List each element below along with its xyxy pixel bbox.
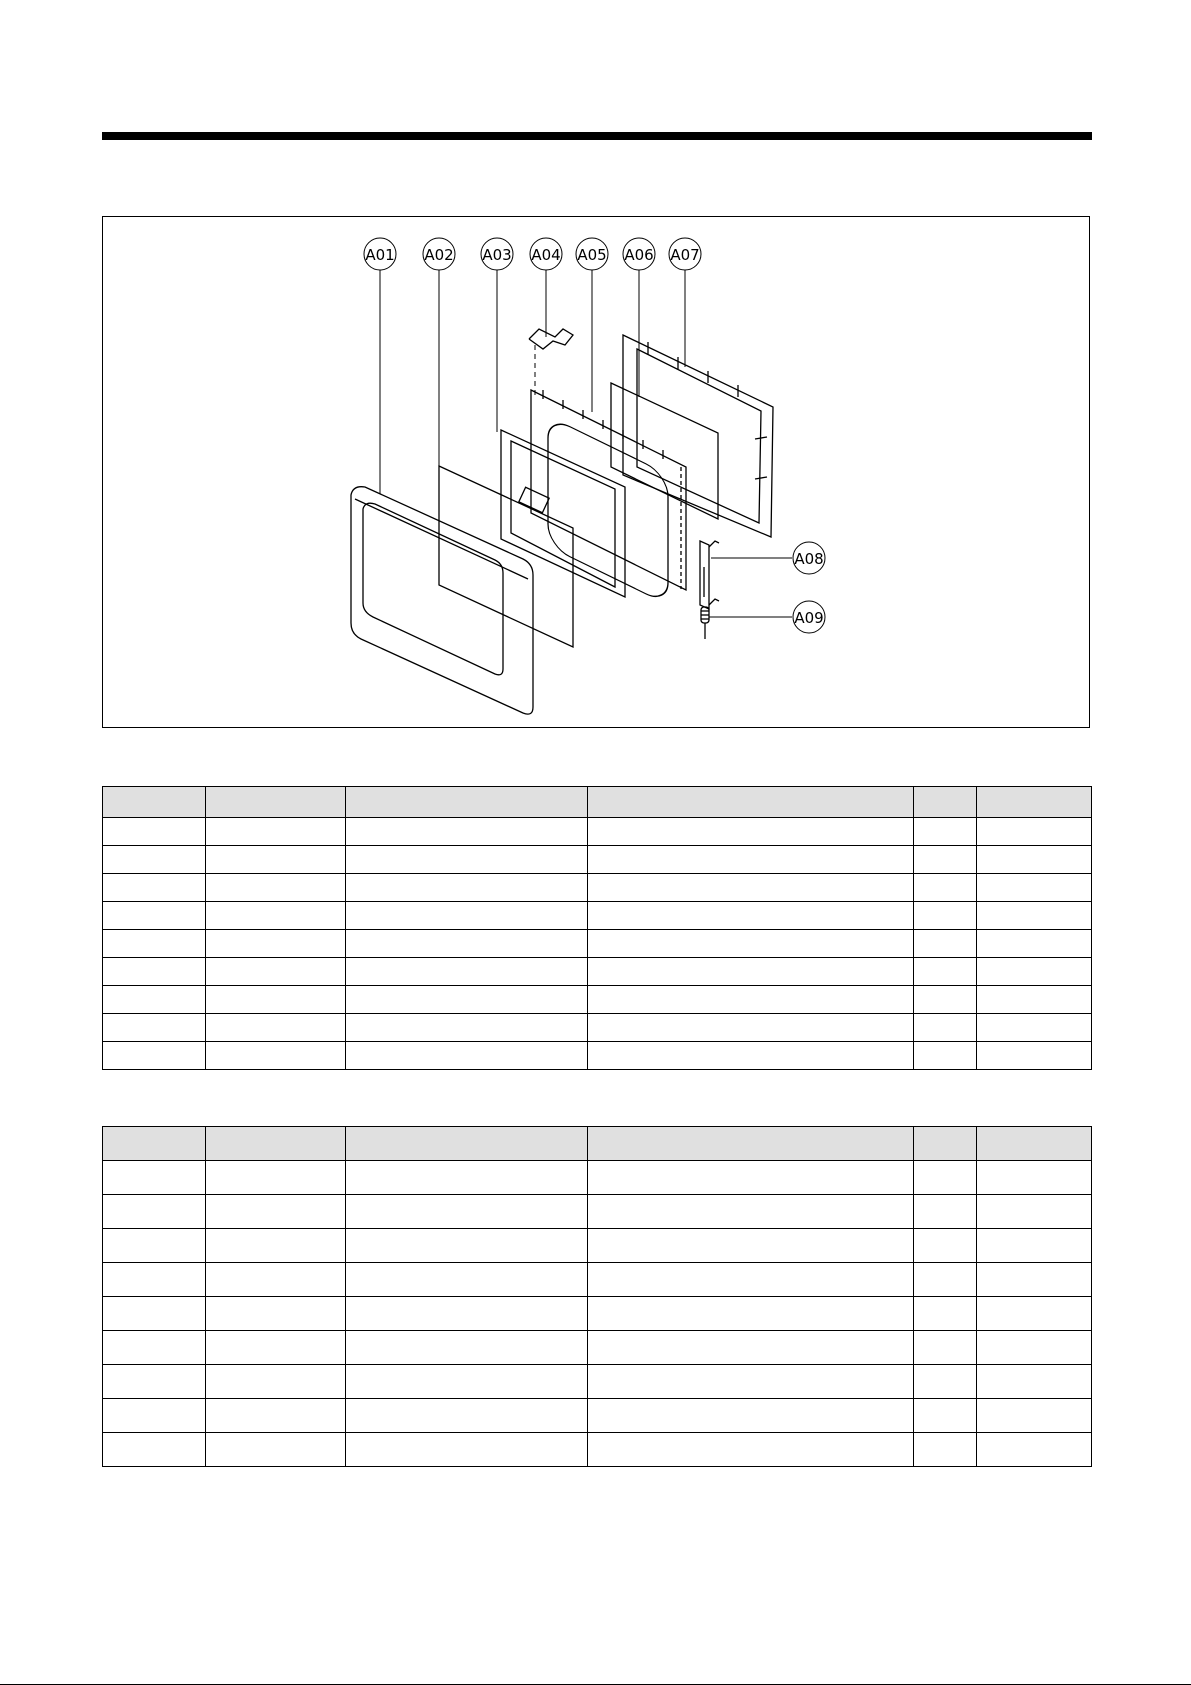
part-a07-frame bbox=[623, 335, 773, 537]
table-cell bbox=[914, 846, 977, 874]
table-cell bbox=[346, 846, 588, 874]
table-cell bbox=[346, 1042, 588, 1070]
table-cell bbox=[206, 1399, 346, 1433]
table-cell bbox=[346, 1263, 588, 1297]
part-a03-frame bbox=[501, 430, 625, 597]
callout-a01: A01 bbox=[365, 246, 395, 264]
table-cell bbox=[588, 1263, 914, 1297]
table-cell bbox=[588, 902, 914, 930]
table-cell bbox=[346, 1229, 588, 1263]
table-cell bbox=[977, 1195, 1092, 1229]
door-assembly-drawing bbox=[103, 217, 1091, 729]
table-cell bbox=[103, 1297, 206, 1331]
table-cell bbox=[206, 930, 346, 958]
table-row bbox=[103, 1331, 1092, 1365]
table-cell bbox=[914, 1014, 977, 1042]
table-cell bbox=[103, 1433, 206, 1467]
table-cell bbox=[103, 930, 206, 958]
table-cell bbox=[206, 1433, 346, 1467]
table-cell bbox=[914, 1399, 977, 1433]
part-a06-sheet bbox=[611, 383, 718, 519]
header-cell bbox=[588, 787, 914, 818]
table-cell bbox=[588, 986, 914, 1014]
table-row bbox=[103, 930, 1092, 958]
table-cell bbox=[206, 986, 346, 1014]
table-cell bbox=[103, 1042, 206, 1070]
table-cell bbox=[588, 1297, 914, 1331]
table-cell bbox=[346, 1297, 588, 1331]
table-body bbox=[103, 1161, 1092, 1467]
table-header-row bbox=[103, 1127, 1092, 1161]
table-cell bbox=[588, 846, 914, 874]
table-row bbox=[103, 1229, 1092, 1263]
table-cell bbox=[588, 874, 914, 902]
part-a02-glass bbox=[439, 466, 573, 647]
table-cell bbox=[103, 1331, 206, 1365]
table-cell bbox=[346, 902, 588, 930]
table-cell bbox=[206, 1195, 346, 1229]
table-cell bbox=[206, 902, 346, 930]
header-cell bbox=[346, 1127, 588, 1161]
table-cell bbox=[588, 818, 914, 846]
table-cell bbox=[346, 930, 588, 958]
table-cell bbox=[588, 1365, 914, 1399]
table-cell bbox=[206, 1014, 346, 1042]
table-cell bbox=[206, 846, 346, 874]
table-cell bbox=[206, 1161, 346, 1195]
table-cell bbox=[346, 1195, 588, 1229]
table-cell bbox=[103, 902, 206, 930]
table-cell bbox=[977, 1263, 1092, 1297]
table-cell bbox=[588, 1433, 914, 1467]
table-cell bbox=[588, 1331, 914, 1365]
table-row bbox=[103, 1161, 1092, 1195]
table-cell bbox=[103, 1161, 206, 1195]
table-cell bbox=[103, 958, 206, 986]
table-cell bbox=[914, 1331, 977, 1365]
table-cell bbox=[206, 1229, 346, 1263]
table-row bbox=[103, 958, 1092, 986]
callout-a09: A09 bbox=[794, 609, 824, 627]
table-row bbox=[103, 986, 1092, 1014]
table-cell bbox=[206, 818, 346, 846]
table-cell bbox=[346, 818, 588, 846]
table-row bbox=[103, 818, 1092, 846]
table-cell bbox=[103, 818, 206, 846]
table-row bbox=[103, 846, 1092, 874]
header-cell bbox=[103, 787, 206, 818]
table-cell bbox=[103, 1365, 206, 1399]
table-cell bbox=[588, 1014, 914, 1042]
table-row bbox=[103, 1399, 1092, 1433]
table-cell bbox=[346, 1365, 588, 1399]
parts-table-2 bbox=[102, 1126, 1092, 1467]
table-cell bbox=[914, 1195, 977, 1229]
table-cell bbox=[977, 958, 1092, 986]
part-a09-spring bbox=[701, 607, 709, 639]
table-cell bbox=[103, 846, 206, 874]
table-cell bbox=[914, 818, 977, 846]
table-cell bbox=[206, 958, 346, 986]
table-cell bbox=[346, 1161, 588, 1195]
table-cell bbox=[103, 1263, 206, 1297]
header-cell bbox=[977, 1127, 1092, 1161]
table-cell bbox=[914, 1229, 977, 1263]
callout-a06: A06 bbox=[624, 246, 654, 264]
table-cell bbox=[977, 846, 1092, 874]
table-cell bbox=[914, 958, 977, 986]
table-header-row bbox=[103, 787, 1092, 818]
table-cell bbox=[103, 874, 206, 902]
table-cell bbox=[206, 1263, 346, 1297]
table-body bbox=[103, 818, 1092, 1070]
table-cell bbox=[346, 958, 588, 986]
header-cell bbox=[588, 1127, 914, 1161]
table-cell bbox=[977, 1014, 1092, 1042]
table-cell bbox=[977, 1161, 1092, 1195]
table-cell bbox=[103, 1399, 206, 1433]
header-rule bbox=[102, 132, 1092, 140]
callout-a04: A04 bbox=[531, 246, 561, 264]
part-a01-door-frame bbox=[351, 487, 533, 714]
table-cell bbox=[977, 930, 1092, 958]
table-cell bbox=[977, 1365, 1092, 1399]
table-row bbox=[103, 1195, 1092, 1229]
table-cell bbox=[346, 874, 588, 902]
table-row bbox=[103, 874, 1092, 902]
table-cell bbox=[914, 1263, 977, 1297]
table-cell bbox=[977, 1399, 1092, 1433]
callout-a03: A03 bbox=[482, 246, 512, 264]
table-cell bbox=[914, 874, 977, 902]
table-cell bbox=[977, 986, 1092, 1014]
table-row bbox=[103, 1365, 1092, 1399]
table-cell bbox=[914, 986, 977, 1014]
part-a08-latch bbox=[700, 541, 719, 609]
table-cell bbox=[103, 1229, 206, 1263]
callout-bubbles bbox=[364, 238, 825, 633]
table-row bbox=[103, 1014, 1092, 1042]
table-cell bbox=[977, 874, 1092, 902]
table-cell bbox=[346, 1331, 588, 1365]
table-cell bbox=[588, 930, 914, 958]
table-row bbox=[103, 1042, 1092, 1070]
table-cell bbox=[103, 1014, 206, 1042]
parts-table-1 bbox=[102, 786, 1092, 1070]
table-cell bbox=[103, 986, 206, 1014]
table-cell bbox=[206, 874, 346, 902]
table-cell bbox=[914, 930, 977, 958]
table-cell bbox=[914, 1297, 977, 1331]
table-cell bbox=[588, 1229, 914, 1263]
table-cell bbox=[346, 1399, 588, 1433]
callout-a08: A08 bbox=[794, 550, 824, 568]
header-cell bbox=[206, 787, 346, 818]
table-row bbox=[103, 902, 1092, 930]
table-cell bbox=[914, 1433, 977, 1467]
callout-a05: A05 bbox=[577, 246, 607, 264]
table-cell bbox=[914, 902, 977, 930]
table-cell bbox=[588, 958, 914, 986]
table-cell bbox=[977, 902, 1092, 930]
table-cell bbox=[977, 1331, 1092, 1365]
table-cell bbox=[588, 1195, 914, 1229]
table-row bbox=[103, 1297, 1092, 1331]
table-row bbox=[103, 1433, 1092, 1467]
table-cell bbox=[588, 1042, 914, 1070]
table-cell bbox=[206, 1042, 346, 1070]
table-cell bbox=[346, 1433, 588, 1467]
table-cell bbox=[977, 1229, 1092, 1263]
callout-a02: A02 bbox=[424, 246, 454, 264]
table-cell bbox=[977, 1042, 1092, 1070]
header-cell bbox=[914, 1127, 977, 1161]
part-a05-panel bbox=[531, 390, 686, 605]
table-cell bbox=[206, 1365, 346, 1399]
table-cell bbox=[206, 1297, 346, 1331]
exploded-view-diagram bbox=[102, 216, 1090, 728]
table-cell bbox=[914, 1042, 977, 1070]
table-cell bbox=[977, 818, 1092, 846]
header-cell bbox=[103, 1127, 206, 1161]
table-cell bbox=[588, 1399, 914, 1433]
table-cell bbox=[977, 1297, 1092, 1331]
part-a04-bracket bbox=[529, 329, 573, 349]
header-cell bbox=[914, 787, 977, 818]
table-cell bbox=[914, 1161, 977, 1195]
header-cell bbox=[206, 1127, 346, 1161]
table-cell bbox=[206, 1331, 346, 1365]
table-cell bbox=[103, 1195, 206, 1229]
table-cell bbox=[914, 1365, 977, 1399]
header-cell bbox=[346, 787, 588, 818]
table-cell bbox=[588, 1161, 914, 1195]
table-row bbox=[103, 1263, 1092, 1297]
header-cell bbox=[977, 787, 1092, 818]
table-cell bbox=[977, 1433, 1092, 1467]
table-cell bbox=[346, 1014, 588, 1042]
table-cell bbox=[346, 986, 588, 1014]
callout-a07: A07 bbox=[670, 246, 700, 264]
